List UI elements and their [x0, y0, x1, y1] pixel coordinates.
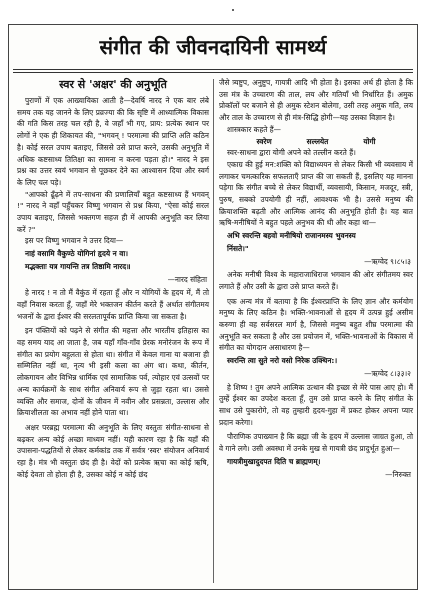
paragraph: पौराणिक उपाख्यान है कि ब्रह्मा जी के हृदय में उल्लास जाग्रत हुआ, तो वे गाने लगे। उसी अवस्था में उनके मुख से गायत्री छंद प्रादुर्भूत हुआ— — [219, 432, 413, 454]
paragraph: इन पंक्तियों को पढ़ने से संगीत की महत्ता और भारतीय इतिहास का वह समय याद आ जाता है, जब यहाँ गाँव-गाँव प्रेरक मनोरंजन के रूप में संगीत का प्रयोग बहुलता से होता था। संगीत में केवल गाना या बजाना ही सम्मिलित नहीं था, नृत्य भी इसी कला का अंग था। कथा, कीर्तन, लोकगायन और विभिन्न धार्मिक एवं सामाजिक पर्व, त्योहार एवं उत्सवों पर अन्य कार्यक्रमों के साथ संगीत अनिवार्य रूप से जुड़ा रहता था। उससे व्यक्ति और समाज, दोनों के जीवन में नवीन और प्रसन्नता, उल्लास और क्रियाशीलता का अभाव नहीं होने पाता था। — [17, 326, 209, 418]
sanskrit-verse-line: अभि स्वरन्ति बहवो मनीषियो राजानमस्य भुवनस्य — [227, 231, 356, 241]
paragraph: अनेक मनीषी विश्व के महाराजाधिराज भगवान की ओर संगीतमय स्वर लगाते हैं और उसी के द्वारा उसे प्राप्त करते हैं। — [219, 270, 413, 291]
sanskrit-verse-line: निंसते।" — [227, 243, 249, 253]
verse-citation: —निरुक्त — [385, 469, 411, 479]
column-divider — [213, 79, 214, 583]
sanskrit-verse-line: स्वरन्ति त्वा सुते नरो वसो निरेक उक्थिन:। — [227, 356, 338, 366]
sanskrit-verse-line: गायत्रीमुखादुदपत दिति च ब्राह्मणम्। — [227, 456, 321, 466]
triplet-word: सल्लयेत — [306, 136, 329, 146]
paragraph: इस पर विष्णु भगवान ने उत्तर दिया— — [25, 236, 124, 246]
verse-citation: —नारद संहिता — [167, 274, 207, 284]
document-page — [8, 24, 418, 590]
paragraph: जैसे त्र्यष्टुप, अनुष्टुप, गायत्री आदि भी होता है। इसका अर्थ ही होता है कि उस मंत्र के उच्चारण की ताल, लय और गतियाँ भी निर्धारित हैं। अमुक प्रोकॉलों पर बजाने से ही अमुक स्टेशन बोलेगा, उसी तरह अमुक गति, लय और ताल के उच्चारण से ही मंत्र-सिद्धि होगी—यह उसका विज्ञान है। — [219, 78, 413, 123]
paragraph: हे नारद ! न तो मैं वैकुंठ में रहता हूँ और न योगियों के हृदय में, मैं तो वहाँ निवास करता हूँ, जहाँ मेरे भक्तजन कीर्तन करते हैं अर्थात संगीतमय भजनों के द्वारा ईश्वर की सरलतापूर्वक प्राप्ति किया जा सकता है। — [17, 288, 209, 321]
scan-speck — [232, 9, 234, 11]
paragraph: अक्षर परब्रह्म परमात्मा की अनुभूति के लिए वस्तुतः संगीत-साधना से बढ़कर अन्य कोई अच्छा माध्यम नहीं। यही कारण रहा है कि यहाँ की उपासना-पद्धतियों से लेकर कर्मकांड तक में सर्वत्र 'स्वर' संयोजन अनिवार्य रहा है। मंत्र भी वस्तुतः छंद ही है। वेदों को प्रत्येक ऋचा का कोई ऋषि, कोई देवता तो होता ही है, उसका कोई न कोई छंद — [17, 422, 209, 479]
verse-citation: —ऋग्वेद ९।८५।३ — [364, 256, 411, 266]
triplet-word: योगी — [363, 136, 376, 146]
right-column — [219, 77, 413, 482]
article-title: संगीत की जीवनदायिनी सामर्थ्य — [99, 35, 327, 59]
title-rule-top — [13, 69, 413, 70]
paragraph: स्वर-साधना द्वारा योगी अपने को तल्लीन करते हैं। — [227, 148, 356, 158]
triplet-word: स्वरेण — [256, 136, 272, 146]
paragraph: एकाग्र की हुई मन:शक्ति को विद्याध्ययन से लेकर किसी भी व्यवसाय में लगाकर चमत्कारिक सफलताएँ प्राप्त की जा सकती हैं, इसलिए यह मानना पड़ेगा कि संगीत बच्चे से लेकर विद्यार्थी, व्यवसायी, किसान, मजदूर, स्त्री, पुरुष, सबको उपयोगी ही नहीं, आवश्यक भी है। उससे मनुष्य की क्रियाशक्ति बढ़ती और आत्मिक आनंद की अनुभूति होती है। यह बात ऋषि-मनीषियों ने बहुत पहले अनुभव की थी और कहा था— — [219, 159, 413, 228]
paragraph: शास्त्रकार कहते हैं— — [227, 124, 281, 134]
sanskrit-triplet — [219, 136, 413, 148]
sanskrit-verse-line: मद्भक्ताः यत्र गायन्ति तत्र तिष्ठामि नारद॥ — [25, 261, 131, 271]
sanskrit-verse-line: नाहं वसामि वैकुण्ठे योगिनां हृदये न वा। — [25, 249, 129, 259]
paragraph: "आपको ढूँढ़ने में तप-साधना की प्रणालियाँ बहुत कष्टसाध्य हैं भगवन् !" नारद ने वहाँ पहुँचकर विष्णु भगवान से प्रश्न किया, "ऐसा कोई सरल उपाय बताइए, जिससे भक्तगण सहज ही में आपकी अनुभूति कर लिया करें ?" — [17, 189, 209, 234]
verse-citation: —ऋग्वेद ८।३३।२ — [364, 368, 411, 378]
paragraph: हे शिष्य ! तुम अपने आत्मिक उत्थान की इच्छा से मेरे पास आए हो। मैं तुम्हें ईश्वर का उपदेश करता हूँ, तुम उसे प्राप्त करने के लिए संगीत के साथ उसे पुकारोगे, तो वह तुम्हारी हृदय-गुहा में प्रकट होकर अपना प्यार प्रदान करेगा। — [219, 382, 413, 427]
paragraph: एक अन्य मंत्र में बताया है कि ईश्वरप्राप्ति के लिए ज्ञान और कर्मयोग मनुष्य के लिए कठिन है। भक्ति-भावनाओं से हृदय में उत्पन्न हुई असीम करुणा ही वह सर्वसरल मार्ग है, जिससे मनुष्य बहुत शीघ्र परमात्मा की अनुभूति कर सकता है और उस प्रयोजन में, भक्ति-भावनाओं के विकास में संगीत का योगदान असाधारण है— — [219, 296, 413, 353]
title-rule-bottom — [13, 72, 413, 73]
left-column — [17, 77, 209, 481]
section-heading: स्वर से 'अक्षर' की अनुभूति — [59, 78, 167, 91]
paragraph: पुराणों में एक आख्यायिका आती है—देवर्षि नारद ने एक बार लंबे समय तक यह जानने के लिए प्रव्रज्या की कि सृष्टि में आध्यात्मिक विकास की गति किस तरह चल रही है, वे जहाँ भी गए, प्राय: प्रत्येक स्थान पर लोगों ने एक ही शिकायत की, "भगवन् ! परमात्मा की प्राप्ति अति कठिन है। कोई सरल उपाय बताइए, जिससे उसे प्राप्त करने, उसकी अनुभूति में अधिक कष्टसाध्य तितिक्षा का सामना न करना पड़ता हो।" नारद ने इस प्रश्न का उत्तर स्वयं भगवान से पूछकर देने का आश्वासन दिया और स्वर्ग के लिए चल पड़े। — [17, 96, 209, 187]
